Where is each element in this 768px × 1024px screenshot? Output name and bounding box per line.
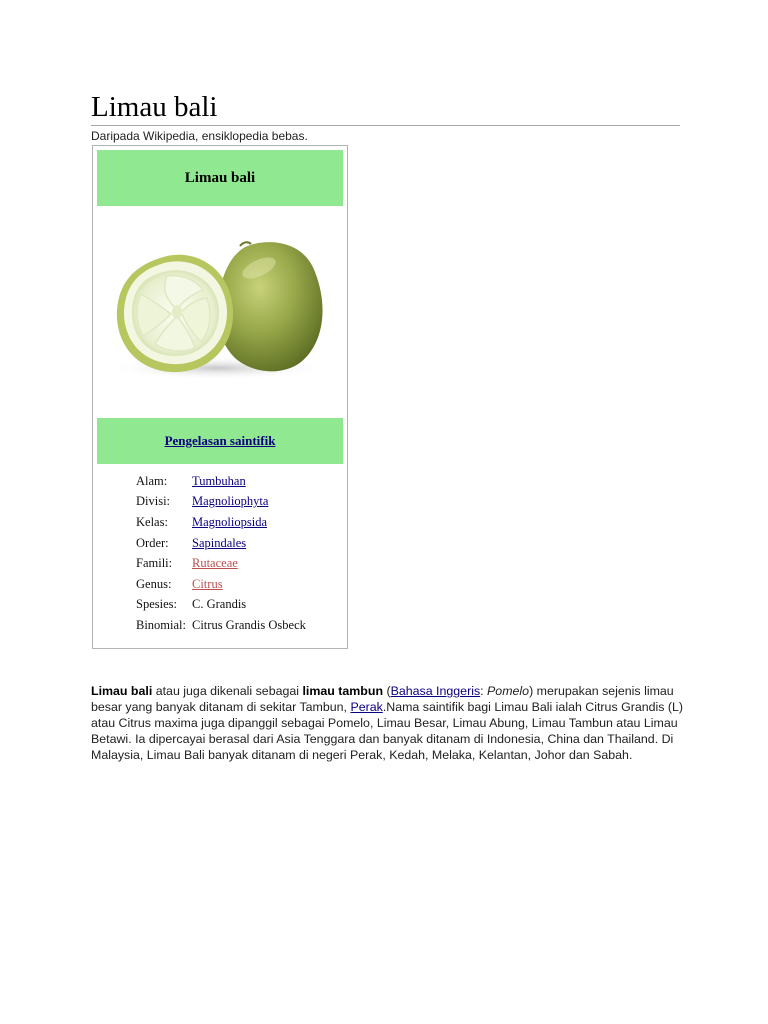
family-link[interactable]: Rutaceae: [192, 556, 238, 571]
taxonomy-row: [136, 615, 341, 636]
taxonomy-label: Order:: [136, 535, 169, 550]
article-paragraph: [91, 683, 687, 763]
taxonomy-label: Divisi:: [136, 494, 171, 509]
division-link[interactable]: Magnoliophyta: [192, 494, 269, 509]
article-text: :: [480, 684, 488, 699]
taxonomy-row: [136, 574, 341, 595]
taxonomy-label: Famili:: [136, 556, 173, 571]
article-text: atau juga dikenali sebagai: [152, 684, 303, 699]
taxonomy-table: [136, 471, 341, 636]
article-text: (: [383, 684, 391, 699]
binomial-value: Citrus Grandis Osbeck: [192, 617, 306, 632]
bahasa-inggeris-link[interactable]: Bahasa Inggeris: [390, 684, 481, 699]
perak-link[interactable]: Perak: [350, 700, 383, 715]
taxonomy-row: [136, 512, 341, 533]
article-text: .Nama saintifik bagi Limau Bali ialah Citrus Grandis (L) atau Citrus maxima juga dipanggil sebagai Pomelo, Limau Besar, Limau Abung, Limau Tambun atau Limau Betawi. Ia dipercayai berasal dari Asia Tenggara dan banyak ditanam di Indonesia, China dan Thailand. Di Malaysia, Limau Bali banyak ditanam di negeri Perak, Kedah, Melaka, Kelantan, Johor dan Sabah.: [91, 700, 684, 763]
taxobox-subheader: [97, 418, 343, 464]
taxobox: [92, 145, 348, 649]
taxonomy-row: [136, 595, 341, 616]
page-subtitle: Daripada Wikipedia, ensiklopedia bebas.: [91, 129, 308, 143]
order-link[interactable]: Sapindales: [192, 535, 247, 550]
taxonomy-row: [136, 553, 341, 574]
taxonomy-row: [136, 533, 341, 554]
taxonomy-label: Binomial:: [136, 617, 186, 632]
kingdom-link[interactable]: Tumbuhan: [192, 473, 246, 488]
taxonomy-label: Alam:: [136, 473, 168, 488]
pomelo-fruit-image[interactable]: [97, 206, 343, 418]
page-title: Limau bali: [91, 91, 218, 123]
taxonomy-row: [136, 471, 341, 492]
article-term-limau-tambun: limau tambun: [302, 684, 384, 699]
taxobox-header: Limau bali: [97, 150, 343, 206]
taxonomy-label: Genus:: [136, 576, 172, 591]
class-link[interactable]: Magnoliopsida: [192, 514, 267, 529]
article-text: ) merupakan sejenis limau besar yang banyak ditanam di sekitar Tambun,: [91, 684, 674, 715]
scientific-classification-link[interactable]: Pengelasan saintifik: [164, 433, 276, 448]
taxonomy-label: Kelas:: [136, 514, 168, 529]
species-value: C. Grandis: [192, 597, 247, 612]
article-italic-pomelo: Pomelo: [487, 684, 530, 699]
taxonomy-label: Spesies:: [136, 597, 177, 612]
genus-link[interactable]: Citrus: [192, 576, 223, 591]
title-divider: [91, 125, 680, 126]
article-term-limau-bali: Limau bali: [91, 684, 153, 699]
taxonomy-row: [136, 492, 341, 513]
